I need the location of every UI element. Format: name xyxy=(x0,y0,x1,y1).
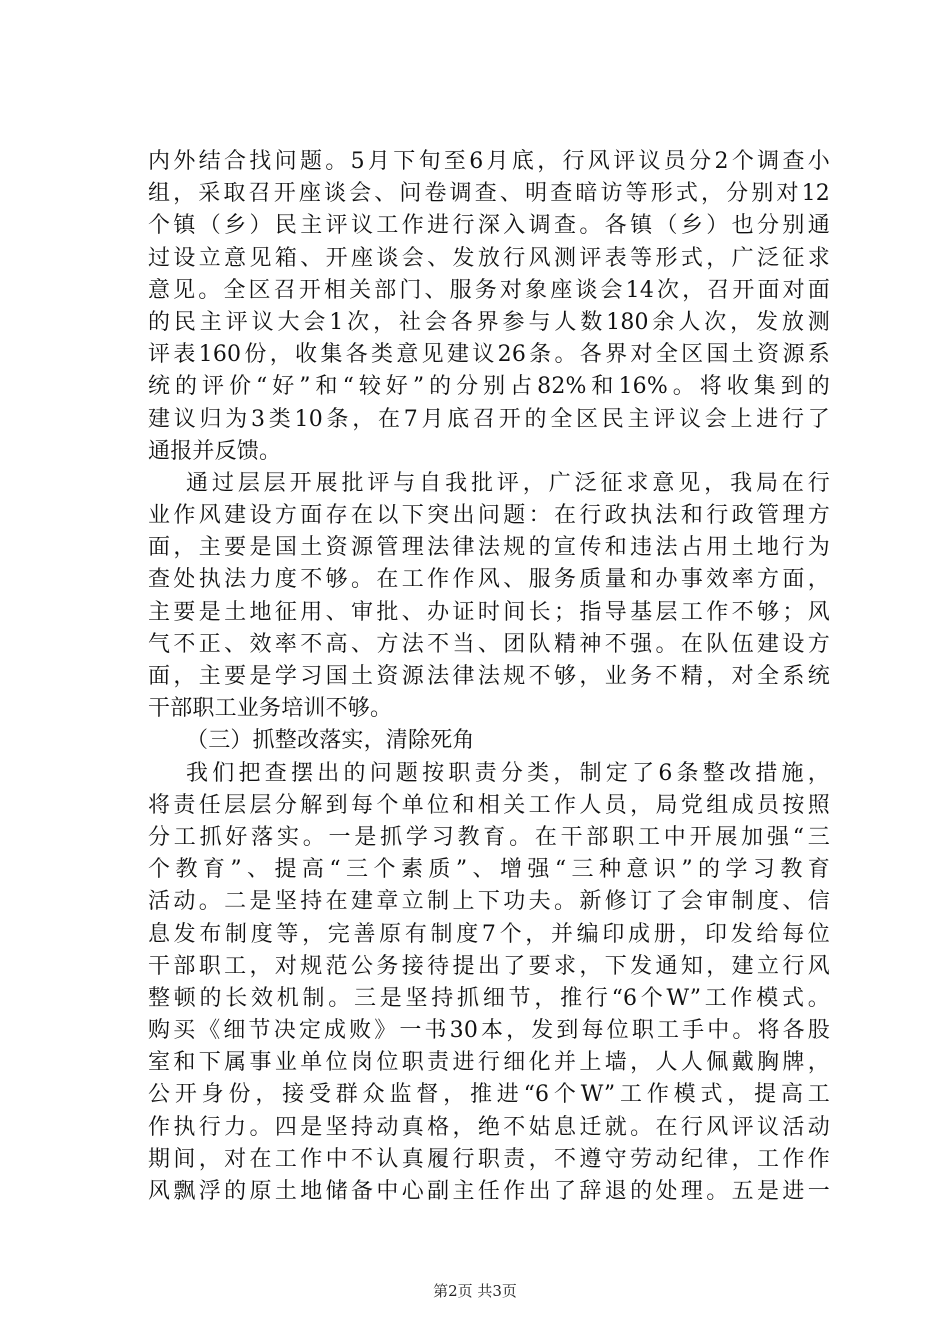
text-line: 干部职工业务培训不够。 xyxy=(148,696,393,722)
paragraph-start-line: 通过层层开展批评与自我批评，广泛征求意见，我局在行 xyxy=(186,470,830,496)
page-number-footer: 第2页 共3页 xyxy=(433,1282,517,1300)
text-line: 期间，对在工作中不认真履行职责，不遵守劳动纪律，工作作 xyxy=(148,1146,830,1172)
text-line: 通报并反馈。 xyxy=(148,438,282,464)
paragraph-start-line: 我们把查摆出的问题按职责分类，制定了6条整改措施， xyxy=(186,760,830,786)
text-line: 评表160份，收集各类意见建议26条。各界对全区国土资源系 xyxy=(148,342,830,368)
text-line: 活动。二是坚持在建章立制上下功夫。新修订了会审制度、信 xyxy=(148,889,830,915)
text-line: 主要是土地征用、审批、办证时间长；指导基层工作不够；风 xyxy=(148,599,830,625)
text-line: 面，主要是学习国土资源法律法规不够，业务不精，对全系统 xyxy=(148,664,830,689)
text-line: 分工抓好落实。一是抓学习教育。在干部职工中开展加强“三 xyxy=(148,824,830,850)
document-body xyxy=(148,146,830,1208)
text-line: 息发布制度等，完善原有制度7个，并编印成册，印发给每位 xyxy=(148,921,830,947)
text-line: 整顿的长效机制。三是坚持抓细节，推行“6个W”工作模式。 xyxy=(148,985,830,1011)
text-line: 查处执法力度不够。在工作作风、服务质量和办事效率方面， xyxy=(148,567,830,593)
text-line: 意见。全区召开相关部门、服务对象座谈会14次，召开面对面 xyxy=(148,277,830,303)
text-line: 建议归为3类10条，在7月底召开的全区民主评议会上进行了 xyxy=(148,406,830,432)
section-heading: （三）抓整改落实，清除死角 xyxy=(186,728,475,754)
text-line: 作执行力。四是坚持动真格，绝不姑息迁就。在行风评议活动 xyxy=(148,1114,830,1140)
text-line: 个教育”、提高“三个素质”、增强“三种意识”的学习教育 xyxy=(148,857,830,883)
text-line: 公开身份，接受群众监督，推进“6个W”工作模式，提高工 xyxy=(148,1082,830,1108)
text-line: 统的评价“好”和“较好”的分别占82%和16%。将收集到的 xyxy=(148,374,830,400)
text-line: 风飘浮的原土地储备中心副主任作出了辞退的处理。五是进一 xyxy=(148,1179,830,1204)
text-line: 个镇（乡）民主评议工作进行深入调查。各镇（乡）也分别通 xyxy=(148,213,830,239)
text-line: 业作风建设方面存在以下突出问题：在行政执法和行政管理方 xyxy=(148,503,830,529)
text-line: 将责任层层分解到每个单位和相关工作人员，局党组成员按照 xyxy=(148,792,830,818)
text-line: 面，主要是国土资源管理法律法规的宣传和违法占用土地行为 xyxy=(148,535,830,561)
text-line: 购买《细节决定成败》一书30本，发到每位职工手中。将各股 xyxy=(148,1018,830,1044)
text-line: 气不正、效率不高、方法不当、团队精神不强。在队伍建设方 xyxy=(148,631,830,657)
text-line: 过设立意见箱、开座谈会、发放行风测评表等形式，广泛征求 xyxy=(148,245,830,271)
text-line: 组，采取召开座谈会、问卷调查、明查暗访等形式，分别对12 xyxy=(148,181,830,207)
text-line: 内外结合找问题。5月下旬至6月底，行风评议员分2个调查小 xyxy=(148,149,830,174)
text-line: 干部职工，对规范公务接待提出了要求，下发通知，建立行风 xyxy=(148,953,830,979)
text-line: 的民主评议大会1次，社会各界参与人数180余人次，发放测 xyxy=(148,309,830,335)
text-line: 室和下属事业单位岗位职责进行细化并上墙，人人佩戴胸牌， xyxy=(148,1050,830,1076)
